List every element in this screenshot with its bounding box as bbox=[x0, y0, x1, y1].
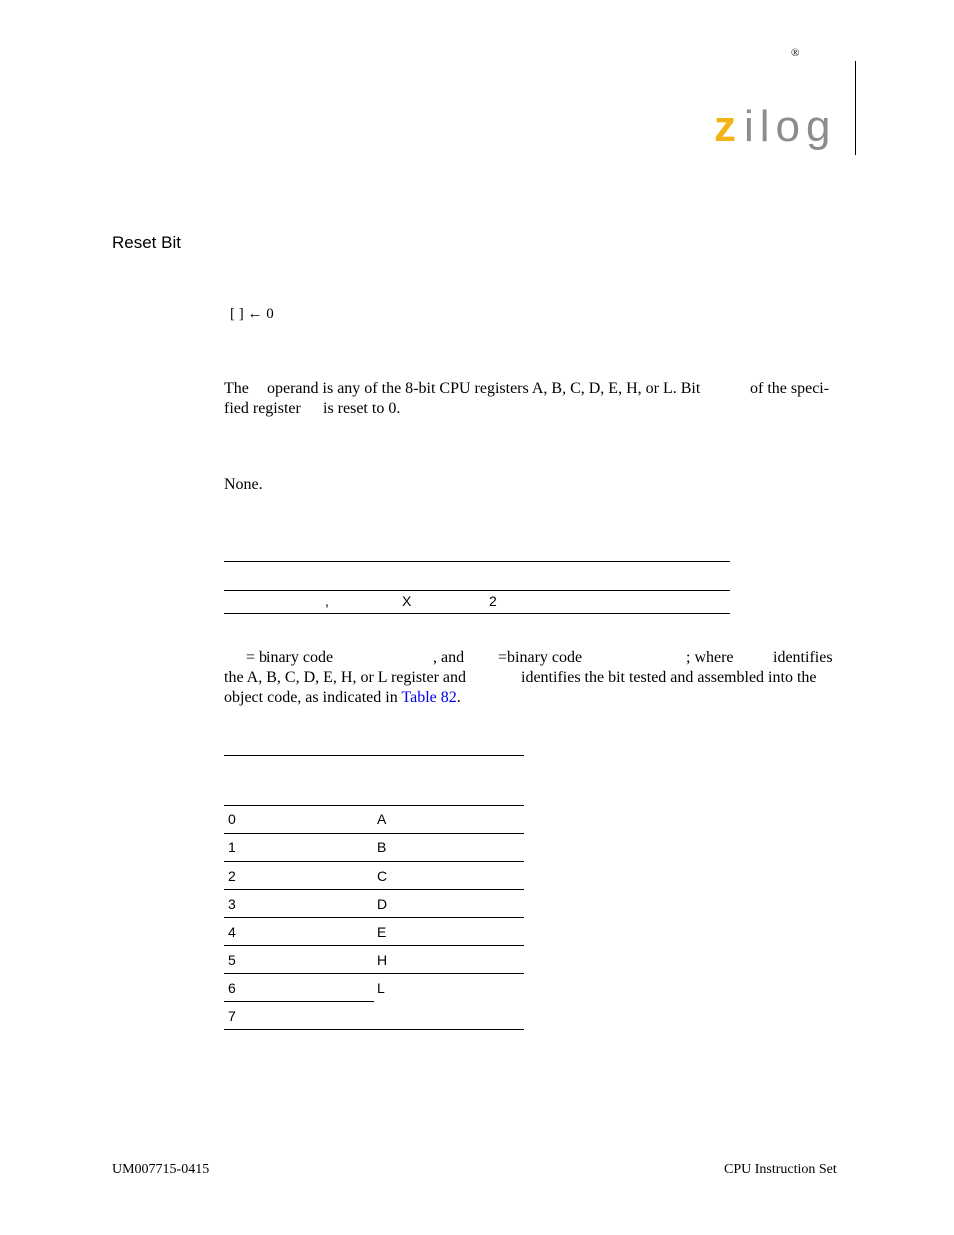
encoding-two: 2 bbox=[489, 593, 497, 609]
table-cell-reg: E bbox=[377, 924, 387, 940]
codes-note-b: , and bbox=[433, 649, 465, 666]
table-row-rule-partial bbox=[224, 1001, 374, 1002]
description-line1b: operand is any of the 8-bit CPU registers A, B, C, D, E, H, or L. Bit bbox=[267, 380, 701, 397]
footer-doc-id: UM007715-0415 bbox=[112, 1162, 210, 1177]
table-cell-bit: 5 bbox=[228, 952, 236, 968]
codes-note-a1: = b bbox=[246, 649, 268, 666]
table-cell-bit: 7 bbox=[228, 1008, 236, 1024]
table-cell-reg: H bbox=[377, 952, 388, 968]
codes-note-line3 bbox=[224, 688, 461, 708]
operation-formula: [ ] ← 0 bbox=[230, 306, 274, 322]
table-cell-reg: D bbox=[377, 896, 388, 912]
table-rule-header bbox=[224, 805, 524, 806]
codes-note-line2b: identifies the bit tested and assembled into the bbox=[521, 669, 817, 686]
table-cell-bit: 3 bbox=[228, 896, 236, 912]
description-line1c: of the speci- bbox=[750, 380, 830, 397]
table-row-rule bbox=[224, 833, 524, 834]
table-cell-reg: C bbox=[377, 868, 388, 884]
table-row-rule bbox=[224, 945, 524, 946]
table-cell-reg: L bbox=[377, 980, 385, 996]
table-82-link[interactable]: Table 82 bbox=[401, 689, 457, 706]
encoding-rule-top bbox=[224, 561, 730, 562]
table-cell-bit: 6 bbox=[228, 980, 236, 996]
table-cell-reg: B bbox=[377, 839, 387, 855]
table-cell-bit: 4 bbox=[228, 924, 236, 940]
svg-text:ilog: ilog bbox=[744, 105, 837, 151]
table-row-rule bbox=[224, 889, 524, 890]
encoding-rule-bottom bbox=[224, 613, 730, 614]
codes-note-a2: inary code bbox=[266, 649, 334, 666]
encoding-x: X bbox=[402, 593, 412, 609]
codes-note-line2a: the A, B, C, D, E, H, or L register and bbox=[224, 669, 467, 686]
table-row-rule bbox=[224, 917, 524, 918]
table-rule-bottom bbox=[224, 1029, 524, 1030]
table-rule-top bbox=[224, 755, 524, 756]
section-title: Reset Bit bbox=[112, 233, 181, 252]
registered-mark: ® bbox=[791, 47, 800, 59]
condition-bits-text: None. bbox=[224, 476, 263, 493]
zilog-logo bbox=[714, 105, 846, 161]
footer-section-name: CPU Instruction Set bbox=[724, 1162, 837, 1177]
encoding-comma: , bbox=[325, 593, 329, 609]
codes-note-d: ; where bbox=[686, 649, 734, 666]
codes-note-line3a: object code, as indicated in bbox=[224, 689, 398, 706]
description-line1a: The bbox=[224, 380, 249, 397]
svg-text:z: z bbox=[714, 105, 736, 151]
codes-note-c: =binary code bbox=[498, 649, 583, 666]
encoding-rule-mid bbox=[224, 590, 730, 591]
table-cell-reg: A bbox=[377, 811, 387, 827]
table-cell-bit: 1 bbox=[228, 839, 236, 855]
description-line2a: fied register bbox=[224, 400, 301, 417]
description-line2b: is reset to 0. bbox=[323, 400, 401, 417]
codes-note-line3-end: . bbox=[456, 689, 461, 706]
table-row-rule bbox=[224, 973, 524, 974]
header-divider bbox=[855, 61, 856, 155]
table-cell-bit: 2 bbox=[228, 868, 236, 884]
codes-note-e: identifies bbox=[773, 649, 833, 666]
table-cell-bit: 0 bbox=[228, 811, 236, 827]
table-row-rule bbox=[224, 861, 524, 862]
